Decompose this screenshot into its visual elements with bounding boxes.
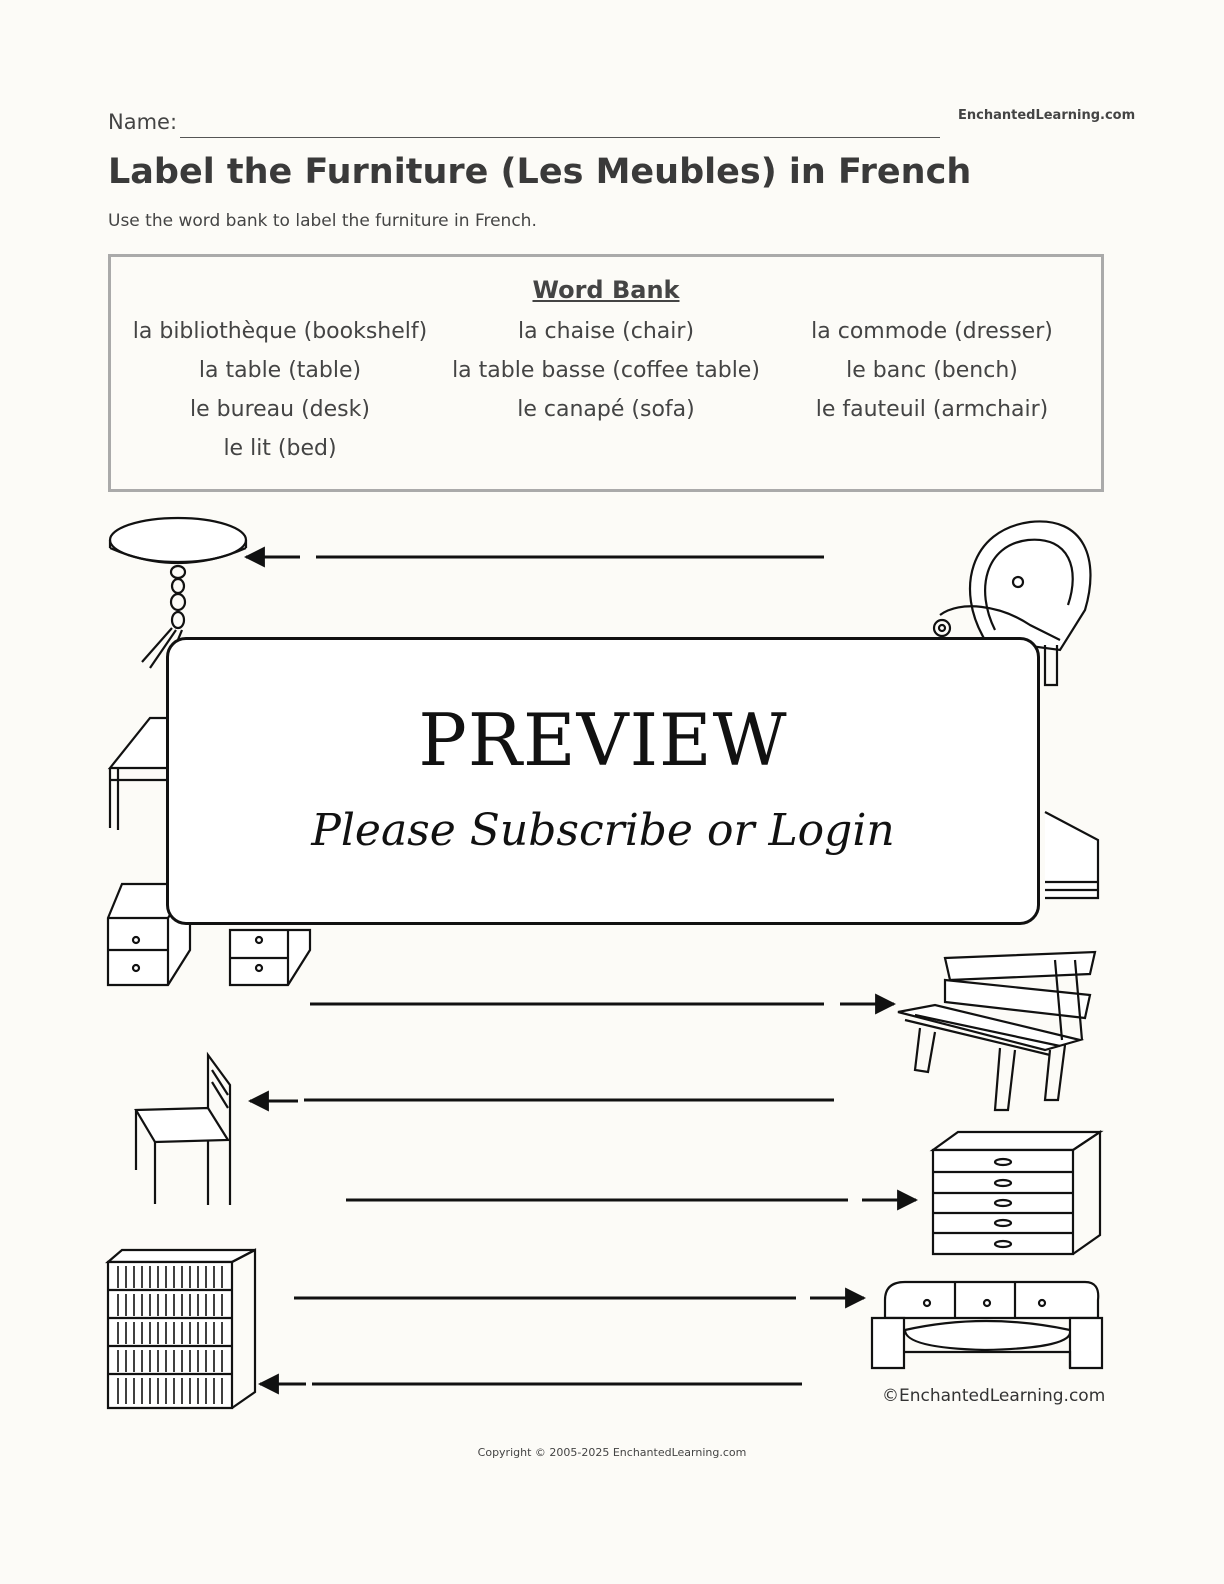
site-logo-text[interactable]: EnchantedLearning.com bbox=[958, 108, 1136, 123]
sofa-drawing bbox=[872, 1282, 1102, 1368]
preview-subtitle[interactable]: Please Subscribe or Login bbox=[311, 805, 895, 856]
word-bank-item: le canapé (sofa) bbox=[517, 397, 695, 422]
name-write-line[interactable] bbox=[180, 137, 940, 138]
page-title: Label the Furniture (Les Meubles) in French bbox=[108, 152, 972, 192]
illustration-copyright: ©EnchantedLearning.com bbox=[882, 1386, 1106, 1406]
bookshelf-drawing bbox=[108, 1250, 255, 1408]
bed-drawing bbox=[1045, 812, 1098, 898]
word-bank-item: la table basse (coffee table) bbox=[452, 358, 760, 383]
preview-title: PREVIEW bbox=[418, 698, 788, 782]
word-bank-item: le lit (bed) bbox=[223, 436, 337, 461]
name-label: Name: bbox=[108, 110, 178, 134]
word-bank-list bbox=[117, 319, 1095, 475]
instructions: Use the word bank to label the furniture in French. bbox=[108, 211, 537, 231]
footer-copyright: Copyright © 2005-2025 EnchantedLearning.com bbox=[477, 1446, 747, 1459]
word-bank-title: Word Bank bbox=[532, 276, 680, 304]
dresser-drawing bbox=[933, 1132, 1100, 1254]
word-bank-item: la bibliothèque (bookshelf) bbox=[132, 319, 428, 344]
word-bank-box bbox=[108, 254, 1104, 492]
word-bank-item: la table (table) bbox=[198, 358, 362, 383]
word-bank-item: le fauteuil (armchair) bbox=[815, 397, 1049, 422]
chair-drawing bbox=[136, 1055, 230, 1205]
word-bank-item: le banc (bench) bbox=[846, 358, 1018, 383]
preview-overlay[interactable] bbox=[166, 637, 1040, 925]
word-bank-item: la commode (dresser) bbox=[811, 319, 1053, 344]
word-bank-item: le bureau (desk) bbox=[190, 397, 370, 422]
bench-drawing bbox=[898, 952, 1095, 1110]
word-bank-item: la chaise (chair) bbox=[517, 319, 695, 344]
